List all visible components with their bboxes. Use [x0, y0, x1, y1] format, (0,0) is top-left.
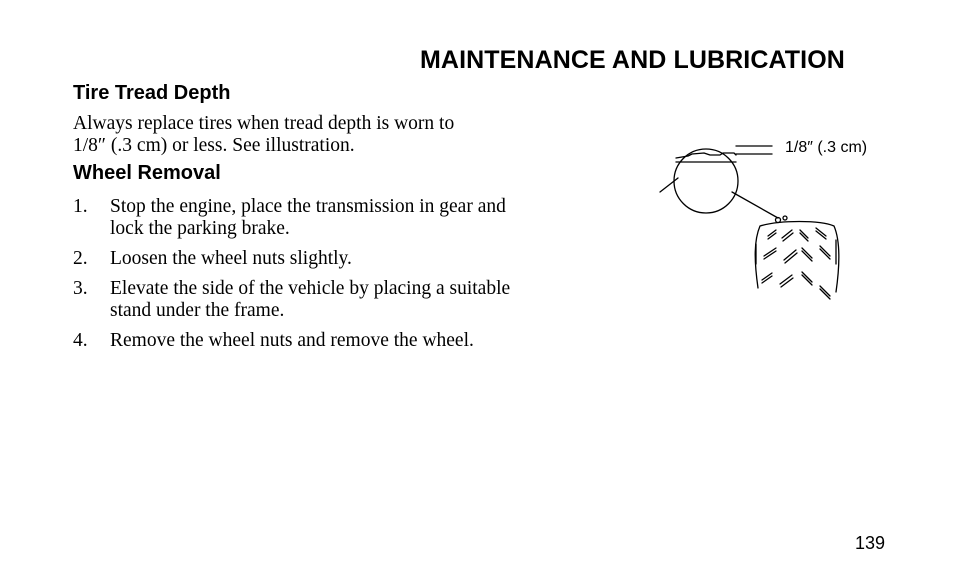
tread-lugs — [756, 228, 836, 299]
step-text: Stop the engine, place the transmission in gear and — [110, 196, 506, 217]
step-item — [73, 278, 613, 322]
step-number: 4. — [73, 330, 88, 351]
step-number: 2. — [73, 248, 88, 269]
step-item — [73, 196, 613, 240]
tire-tread-line: Always replace tires when tread depth is worn to — [73, 113, 455, 134]
step-number: 3. — [73, 278, 88, 299]
step-text: lock the parking brake. — [110, 218, 290, 239]
step-text: Remove the wheel nuts and remove the wheel. — [110, 330, 474, 351]
step-text: Elevate the side of the vehicle by placing a suitable — [110, 278, 511, 299]
step-text: Loosen the wheel nuts slightly. — [110, 248, 352, 269]
step-text: stand under the frame. — [110, 300, 285, 321]
page-number: 139 — [855, 533, 886, 553]
page-header: MAINTENANCE AND LUBRICATION — [420, 46, 845, 74]
tire-tread-line: 1/8″ (.3 cm) or less. See illustration. — [73, 135, 355, 156]
step-number: 1. — [73, 196, 88, 217]
magnifier-circle — [674, 149, 738, 213]
tire-tread-paragraph — [73, 113, 593, 157]
wheel-removal-steps — [73, 196, 613, 360]
tire-tread-heading: Tire Tread Depth — [73, 82, 231, 104]
step-item — [73, 330, 613, 352]
wheel-removal-heading: Wheel Removal — [73, 162, 221, 184]
callout-label: 1/8″ (.3 cm) — [785, 139, 868, 156]
pointer-line — [732, 192, 778, 218]
step-item — [73, 248, 613, 270]
tire-tread-illustration — [650, 140, 910, 310]
